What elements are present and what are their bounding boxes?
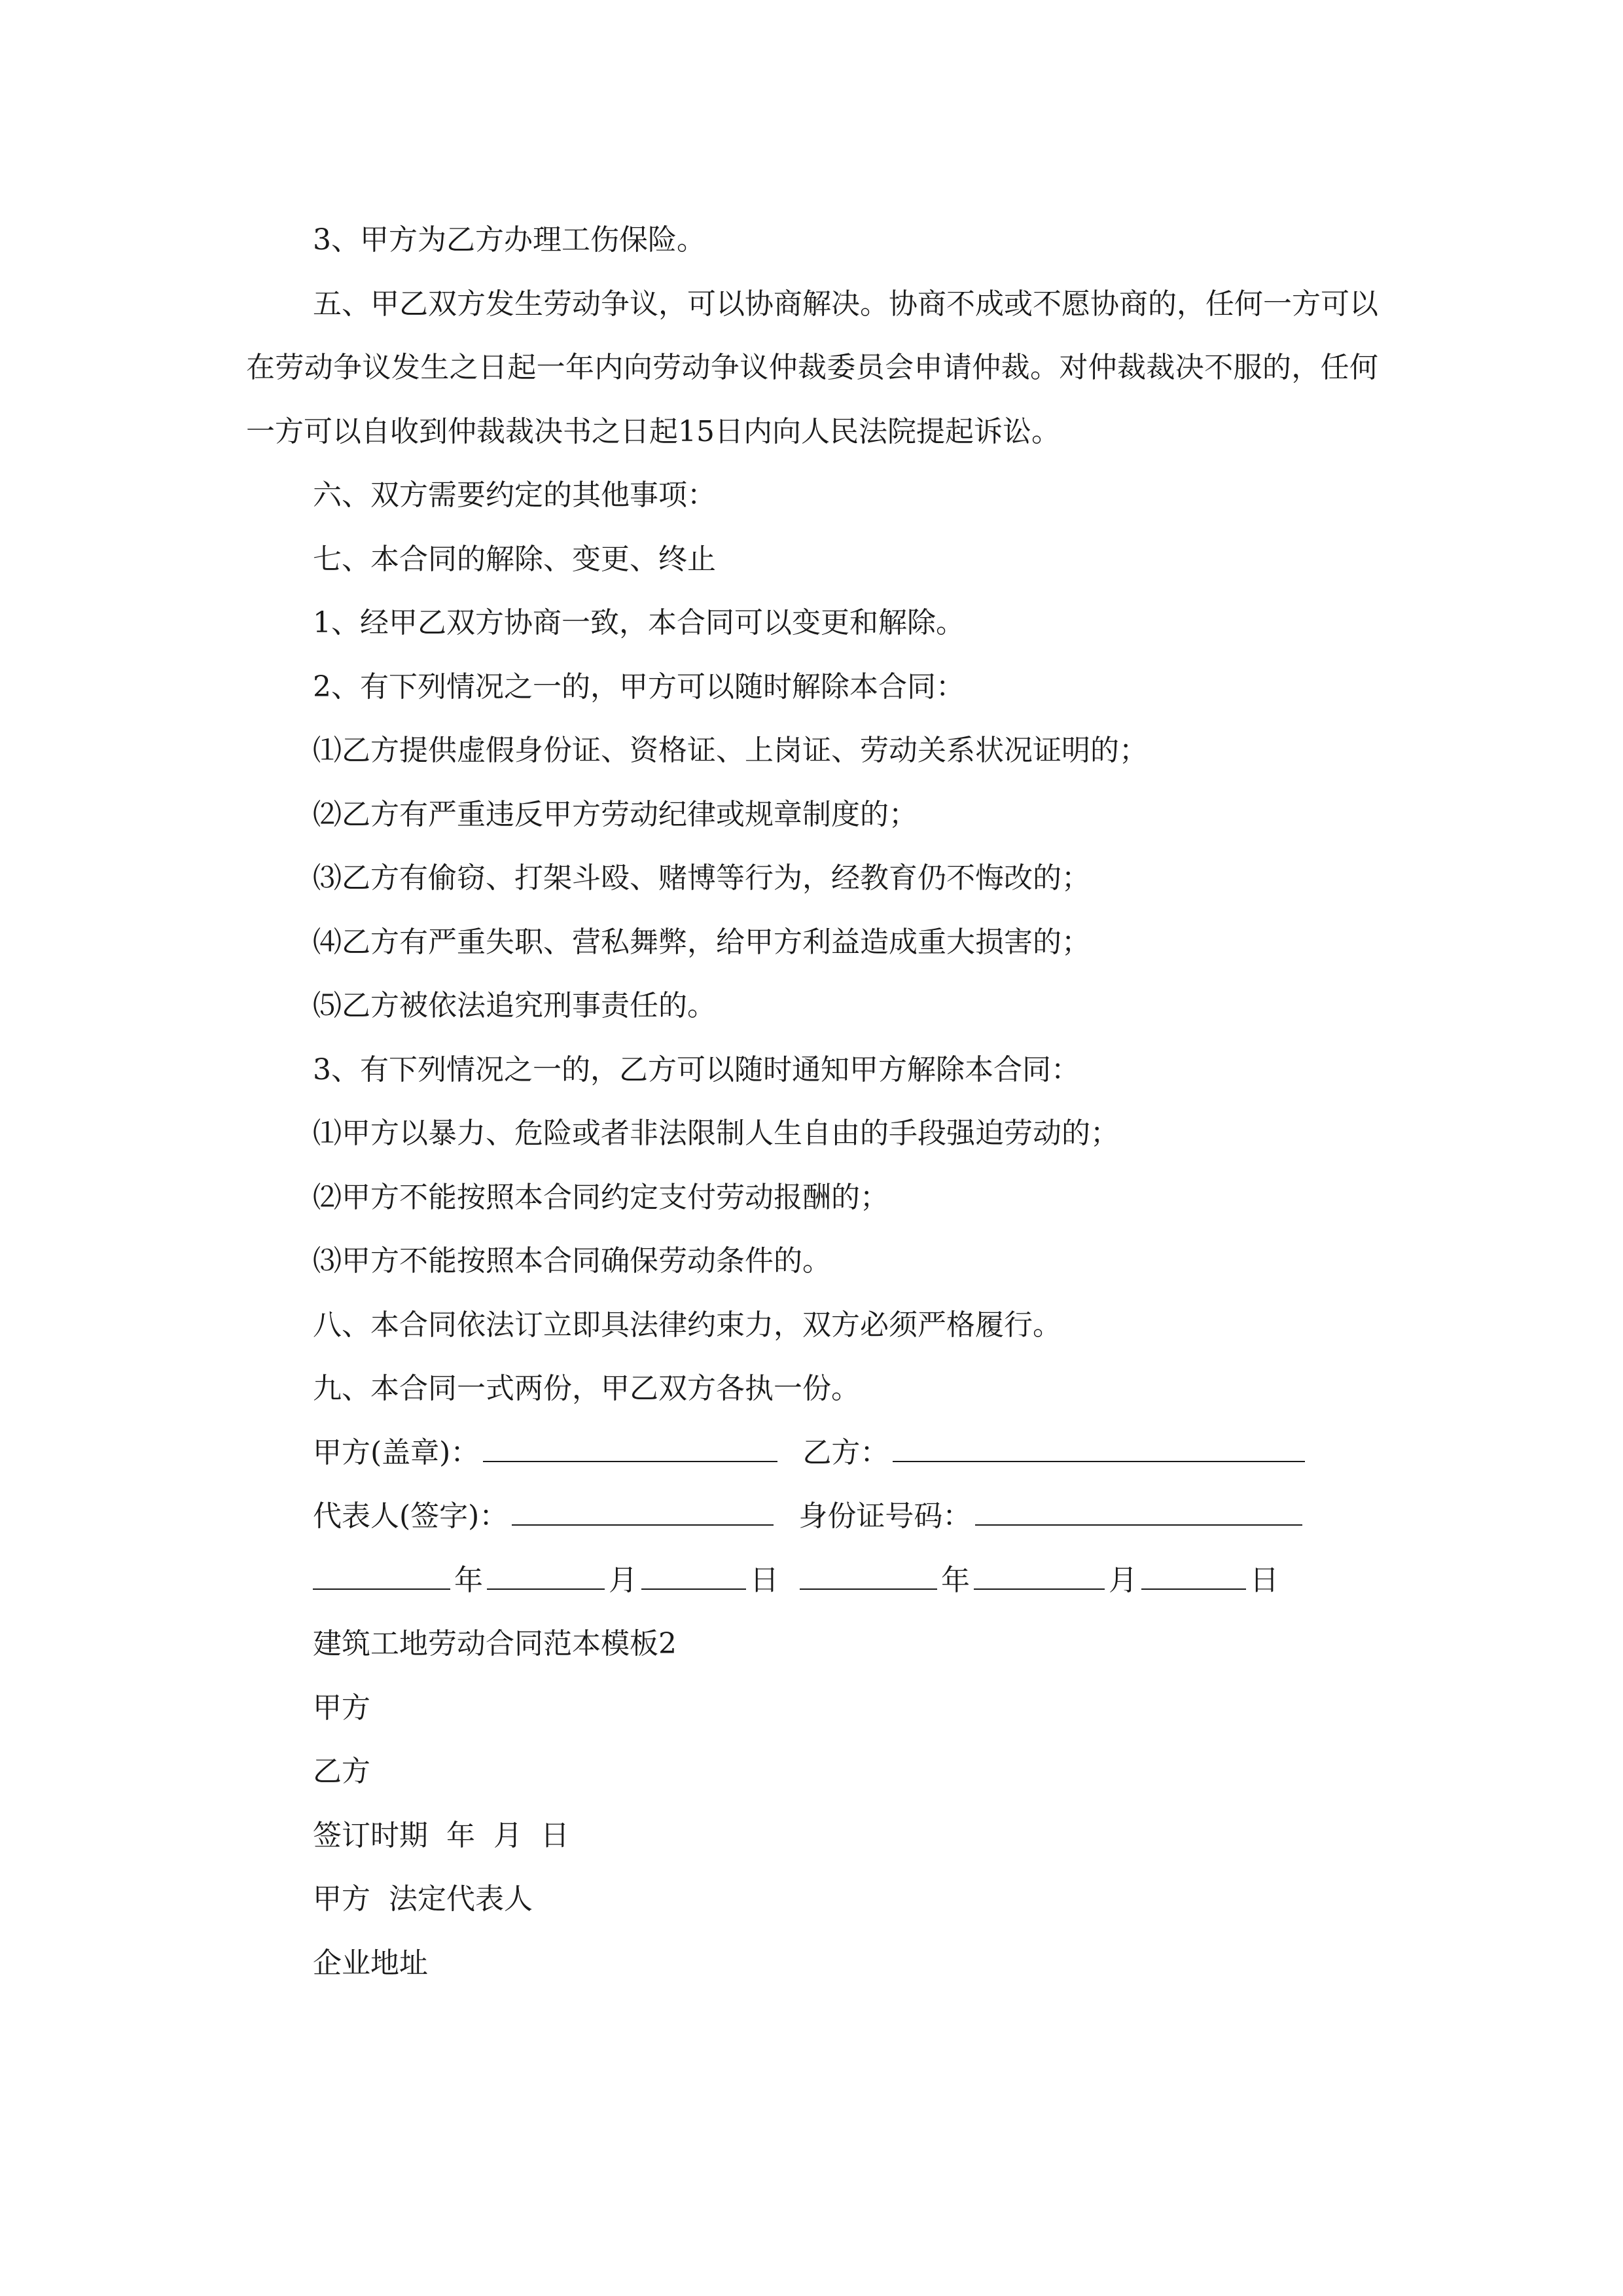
date-b-year-label: 年 bbox=[941, 1563, 970, 1597]
list-item-a4: ⑷乙方有严重失职、营私舞弊，给甲方利益造成重大损害的； bbox=[313, 925, 1090, 959]
paragraph-labor-dispute: 五、甲乙双方发生劳动争议，可以协商解决。协商不成或不愿协商的，任何一方可以在劳动争议发生之日起一年内向劳动争议仲裁委员会申请仲裁。对仲裁裁决不服的，任何一方可以自收到仲裁裁决书之日起15日内向人民法院提起诉讼。 bbox=[246, 287, 1378, 448]
paragraph-party-b-terminate: 3、有下列情况之一的，乙方可以随时通知甲方解除本合同： bbox=[313, 1052, 1080, 1086]
date-b-day-line[interactable] bbox=[1141, 1554, 1246, 1590]
date-b-month-line[interactable] bbox=[974, 1554, 1105, 1590]
list-item-b3: ⑶甲方不能按照本合同确保劳动条件的。 bbox=[313, 1244, 831, 1278]
representative-label: 代表人(签字)： bbox=[313, 1499, 508, 1533]
date-a-month-label: 月 bbox=[609, 1563, 637, 1597]
representative-line[interactable] bbox=[512, 1490, 774, 1526]
list-item-a3: ⑶乙方有偷窃、打架斗殴、赌博等行为，经教育仍不悔改的； bbox=[313, 861, 1090, 895]
paragraph-mutual-agreement: 1、经甲乙双方协商一致，本合同可以变更和解除。 bbox=[313, 606, 965, 639]
signature-row-seal bbox=[246, 1421, 1378, 1485]
template2-legal-rep: 甲方 法定代表人 bbox=[313, 1882, 533, 1916]
party-a-seal-line[interactable] bbox=[483, 1427, 777, 1462]
party-a-seal-label: 甲方(盖章)： bbox=[313, 1435, 480, 1469]
document-body bbox=[246, 208, 1378, 1995]
date-b-year-line[interactable] bbox=[800, 1554, 937, 1590]
party-b-line[interactable] bbox=[893, 1427, 1305, 1462]
paragraph-other-matters: 六、双方需要约定的其他事项： bbox=[313, 478, 716, 512]
template2-party-b: 乙方 bbox=[313, 1755, 370, 1788]
date-b-day-label: 日 bbox=[1250, 1563, 1279, 1597]
list-item-a5: ⑸乙方被依法追究刑事责任的。 bbox=[313, 989, 716, 1022]
signature-row-dates bbox=[246, 1549, 1378, 1613]
paragraph-binding-force: 八、本合同依法订立即具法律约束力，双方必须严格履行。 bbox=[313, 1308, 1061, 1342]
template2-title: 建筑工地劳动合同范本模板2 bbox=[313, 1627, 677, 1660]
template2-party-a: 甲方 bbox=[313, 1691, 370, 1725]
party-b-label: 乙方： bbox=[802, 1435, 889, 1469]
paragraph-copies: 九、本合同一式两份，甲乙双方各执一份。 bbox=[313, 1372, 860, 1405]
paragraph-party-a-terminate: 2、有下列情况之一的，甲方可以随时解除本合同： bbox=[313, 670, 965, 704]
date-a-day-label: 日 bbox=[750, 1563, 779, 1597]
id-number-line[interactable] bbox=[975, 1490, 1302, 1526]
template2-sign-date: 签订时期 年 月 日 bbox=[313, 1818, 569, 1852]
date-a-year-line[interactable] bbox=[313, 1554, 450, 1590]
paragraph-injury-insurance: 3、甲方为乙方办理工伤保险。 bbox=[313, 223, 705, 257]
date-b-month-label: 月 bbox=[1109, 1563, 1137, 1597]
id-number-label: 身份证号码： bbox=[798, 1499, 972, 1533]
signature-row-representative bbox=[246, 1484, 1378, 1549]
list-item-b1: ⑴甲方以暴力、危险或者非法限制人生自由的手段强迫劳动的； bbox=[313, 1117, 1119, 1150]
template2-address: 企业地址 bbox=[313, 1946, 428, 1980]
date-a-year-label: 年 bbox=[454, 1563, 483, 1597]
list-item-b2: ⑵甲方不能按照本合同约定支付劳动报酬的； bbox=[313, 1180, 889, 1214]
date-a-day-line[interactable] bbox=[641, 1554, 746, 1590]
paragraph-termination-heading: 七、本合同的解除、变更、终止 bbox=[313, 542, 716, 576]
date-a-month-line[interactable] bbox=[487, 1554, 605, 1590]
list-item-a1: ⑴乙方提供虚假身份证、资格证、上岗证、劳动关系状况证明的； bbox=[313, 734, 1148, 767]
list-item-a2: ⑵乙方有严重违反甲方劳动纪律或规章制度的； bbox=[313, 797, 918, 831]
